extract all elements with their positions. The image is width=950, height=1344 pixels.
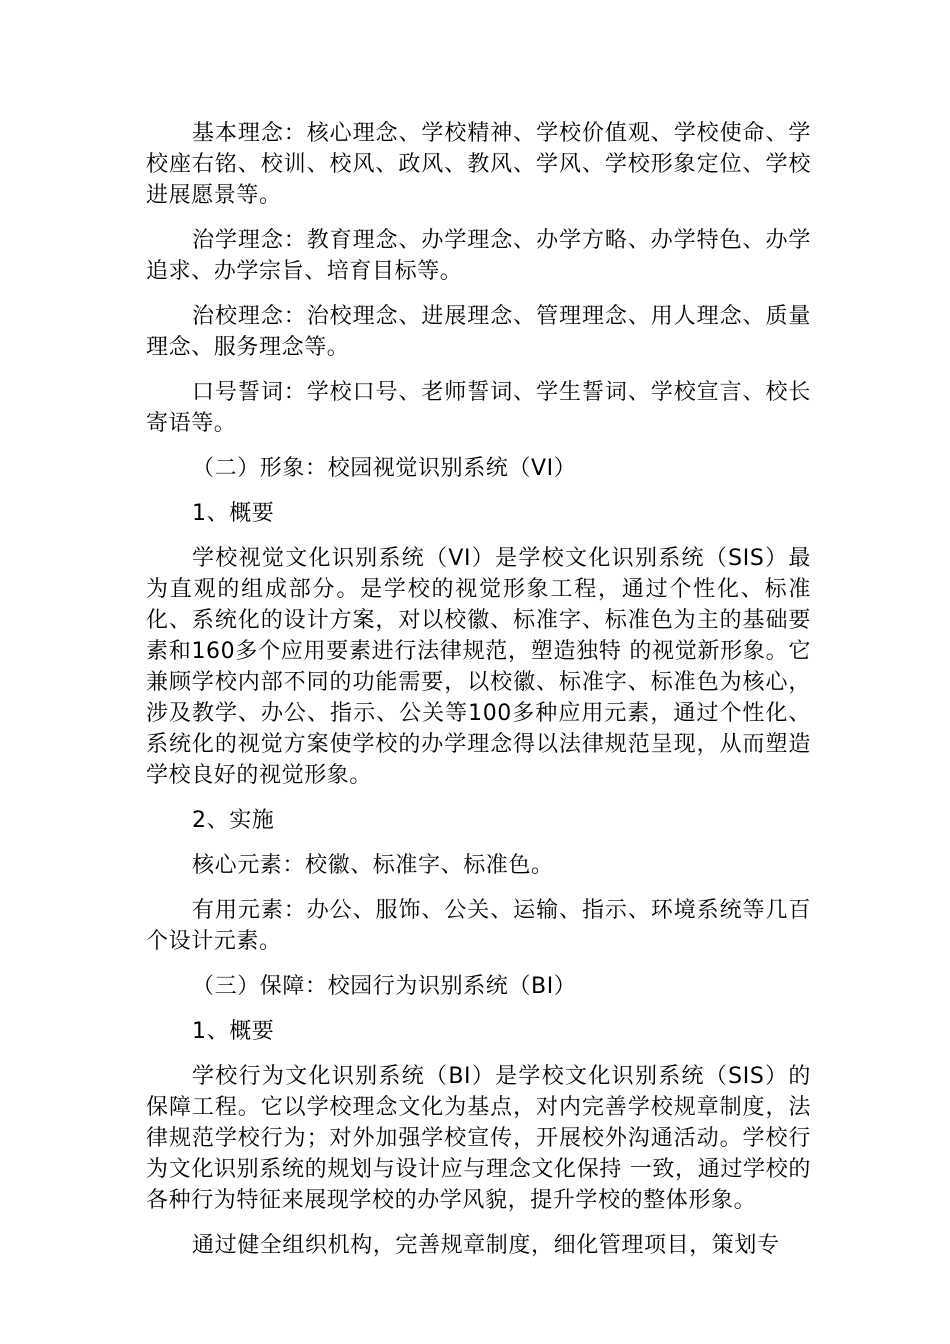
paragraph-academic-concept: 治学理念：教育理念、办学理念、办学方略、办学特色、办学追求、办学宗旨、培育目标等。 xyxy=(146,228,811,284)
paragraph-core-elements: 核心元素：校徽、标准字、标准色。 xyxy=(192,853,554,878)
paragraph-governance-concept: 治校理念：治校理念、进展理念、管理理念、用人理念、质量理念、服务理念等。 xyxy=(146,304,811,360)
paragraph-slogans-oaths: 口号誓词：学校口号、老师誓词、学生誓词、学校宣言、校长寄语等。 xyxy=(146,380,811,436)
paragraph-bi-overview: 学校行为文化识别系统（BI）是学校文化识别系统（SIS）的保障工程。它以学校理念文化为基点，对内完善学校规章制度，法律规范学校行为；对外加强学校宣传，开展校外沟通活动。学校行为文化识别系统的规划与设计应与理念文化保持 一致，通过学校的各种行为特征来展现学校的办学风貌，提升学校的整体形象。 xyxy=(146,1064,811,1213)
paragraph-bi-continued: 通过健全组织机构，完善规章制度，细化管理项目，策划专 xyxy=(192,1233,780,1258)
section-heading-bi: （三）保障：校园行为识别系统（BI） xyxy=(192,974,577,999)
subheading-overview-bi: 1、概要 xyxy=(192,1019,275,1044)
document-page xyxy=(146,118,811,1275)
paragraph-vi-overview: 学校视觉文化识别系统（VI）是学校文化识别系统（SIS）最为直观的组成部分。是学校的视觉形象工程，通过个性化、标准化、系统化的设计方案，对以校徽、标准字、标准色为主的基础要素和160多个应用要素进行法律规范，塑造独特 的视觉新形象。它兼顾学校内部不同的功能需要，以校徽、标准字、标准色为核心，涉及教学、办公、指示、公关等100多种应用元素，通过个性化、系统化的视觉方案使学校的办学理念得以法律规范呈现，从而塑造学校良好的视觉形象。 xyxy=(146,546,811,788)
paragraph-basic-concept: 基本理念：核心理念、学校精神、学校价值观、学校使命、学校座右铭、校训、校风、政风、教风、学风、学校形象定位、学校进展愿景等。 xyxy=(146,121,811,208)
section-heading-vi: （二）形象：校园视觉识别系统（VI） xyxy=(192,456,577,481)
subheading-overview-vi: 1、概要 xyxy=(192,501,275,526)
paragraph-applied-elements: 有用元素：办公、服饰、公关、运输、指示、环境系统等几百个设计元素。 xyxy=(146,898,811,954)
subheading-implementation: 2、实施 xyxy=(192,808,275,833)
